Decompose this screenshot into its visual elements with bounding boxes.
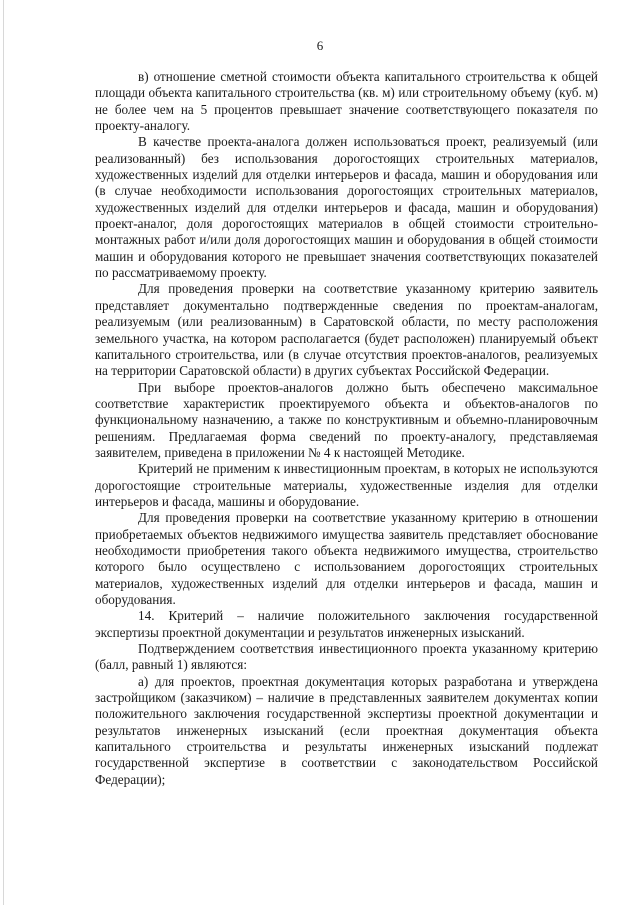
paragraph-verification-saratov: Для проведения проверки на соответствие указанному критерию заявитель представляет документально подтвержденные сведения по проектам-аналогам, реализуемым (или реализованным) в Саратовской области, по месту расположения земельного участка, на котором располагается (будет расположен) планируемый объект капитального строительства, или (в случае отсутствия проектов-аналогов, реализуемых на территории Саратовской области) в других субъектах Российской Федерации. (95, 281, 598, 379)
paragraph-acquired-property: Для проведения проверки на соответствие указанному критерию в отношении приобретаемых объектов недвижимого имущества заявитель представляет обоснование необходимости приобретения такого объекта недвижимого имущества, строительство которого было осуществлено с использованием дорогостоящих строительных материалов, художественных изделий для отделки интерьеров и фасада, машин и оборудования. (95, 510, 598, 607)
scan-edge-line (3, 0, 4, 905)
paragraph-criterion-not-applicable: Критерий не применим к инвестиционным проектам, в которых не используются дорогостоящие строительные материалы, художественные изделия для отделки интерьеров и фасада, машины и оборудование. (95, 461, 598, 509)
paragraph-item-a: а) для проектов, проектная документация которых разработана и утверждена застройщиком (заказчиком) – наличие в представленных заявителем документах копии положительного заключения государственной экспертизы проектной документации и результатов инженерных изысканий (если проектная документация объекта капитального строительства и результаты инженерных изысканий подлежат государственной экспертизе в соответствии с законодательством Российской Федерации); (95, 673, 598, 787)
paragraph-confirmation: Подтверждением соответствия инвестиционного проекта указанному критерию (балл, равный 1) являются: (95, 641, 598, 673)
paragraph-criterion-14: 14. Критерий – наличие положительного заключения государственной экспертизы проектной документации и результатов инженерных изысканий. (95, 608, 598, 640)
paragraph-analog-selection: При выборе проектов-аналогов должно быть обеспечено максимальное соответствие характеристик проектируемого объекта и объектов-аналогов по функциональному назначению, а также по конструктивным и объемно-планировочным решениям. Предлагаемая форма сведений по проекту-аналогу, представляемая заявителем, приведена в приложении № 4 к настоящей Методике. (95, 379, 598, 460)
document-body (95, 69, 598, 788)
paragraph-analog-project: В качестве проекта-аналога должен использоваться проект, реализуемый (или реализованный) без использования дорогостоящих строительных материалов, художественных изделий для отделки интерьеров и фасада, машин и оборудования или (в случае необходимости использования дорогостоящих строительных материалов, художественных изделий для отделки интерьеров и фасада, машин и оборудования) проект-аналог, доля дорогостоящих материалов в общей стоимости строительно-монтажных работ и/или доля дорогостоящих машин и оборудования в общей стоимости машин и оборудования которого не превышает значения соответствующих показателей по рассматриваемому проекту. (95, 134, 598, 281)
page-number: 6 (316, 38, 324, 53)
paragraph-item-v: в) отношение сметной стоимости объекта капитального строительства к общей площади объекта капитального строительства (кв. м) или строительному объему (куб. м) не более чем на 5 процентов превышает значение соответствующего показателя по проекту-аналогу. (95, 69, 598, 134)
